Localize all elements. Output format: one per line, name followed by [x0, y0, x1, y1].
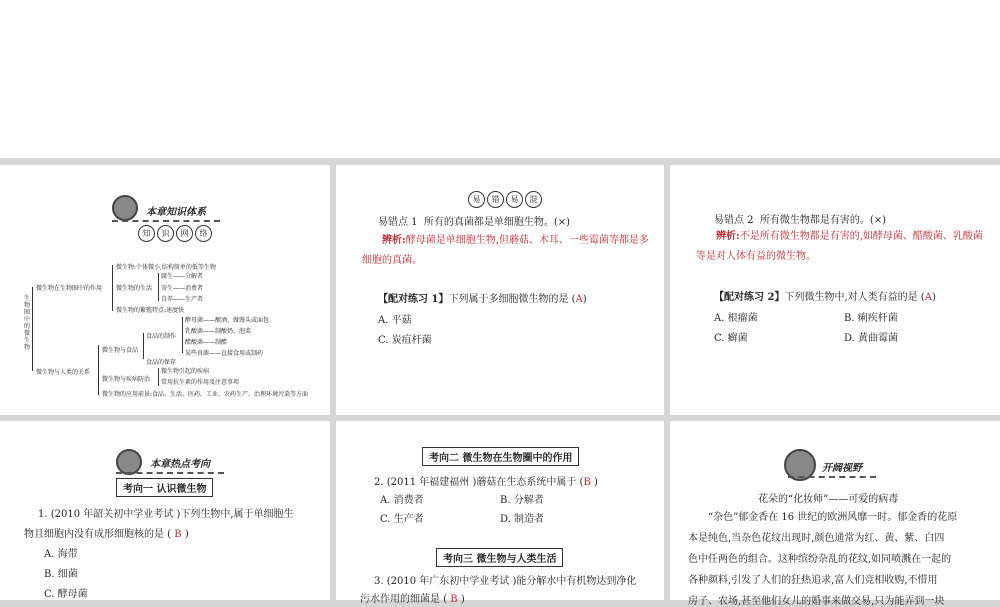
question-text: 污水作用的细菌是 ( [360, 594, 448, 605]
question-source: (2010 年广东初中学业考试 ) [386, 576, 517, 587]
question-source: (2011 年福建福州 ) [386, 477, 477, 488]
question-text: 物且细胞内没有成形细胞核的是 ( [24, 529, 172, 540]
slide-hot-topics[interactable] [0, 421, 330, 600]
option-a[interactable]: A. 消费者 [380, 495, 424, 506]
chip: 识 [157, 225, 174, 242]
question-source: (2010 年韶关初中学业考试 ) [50, 509, 181, 520]
knowledge-network-chips [138, 225, 214, 242]
section-title: 开阔视野 [788, 457, 876, 478]
chip: 络 [195, 225, 212, 242]
article-line: 色中任两色的组合。这种缤纷杂乱的花纹,如同喷溅在一起的 [688, 554, 952, 565]
tree-item: 微生物:个体微小,结构简单的低等生物 [116, 264, 216, 271]
section-title: 本章知识体系 [112, 201, 220, 222]
practice-text: 下列属于多细胞微生物的是 ( [448, 294, 576, 305]
paren-close: ) [593, 477, 598, 488]
tree-root: 生物圈中的微生物 [24, 295, 31, 351]
question-answer: B [450, 594, 458, 605]
paren-close: ) [460, 594, 465, 605]
bracket-line [182, 317, 183, 353]
chip: 混 [525, 191, 542, 208]
tree-item: 醋酸菌——制醋 [185, 339, 228, 346]
article-line: 本是纯色,当杂色花纹出现时,颜色通常为红、黄、紫、白四 [688, 533, 945, 544]
tree-item: 乳酸菌——制酸奶、泡菜 [185, 328, 252, 335]
practice-label: 【配对练习 2】 [714, 292, 785, 303]
tree-label: 腐生 [161, 273, 174, 280]
bracket-line [112, 265, 113, 311]
bracket-line [158, 273, 159, 301]
error-point-label: 易错点 1 [378, 217, 418, 228]
paren-close: ) [184, 529, 189, 540]
option-c[interactable]: C. 生产者 [380, 514, 424, 525]
analysis-text: 酵母菌是单细胞生物,但蘑菇、木耳、一些霉菌等都是多细胞的真菌。 [362, 235, 649, 266]
application-branch: 微生物的应用前景:食品、生活、医药、工业、农药生产、治理环境污染等方面 [102, 391, 309, 398]
question-answer: B [583, 477, 591, 488]
option-c[interactable]: C. 炭疽杆菌 [378, 335, 432, 346]
analysis-label: 辨析: [716, 231, 740, 242]
paren-close: ) [582, 294, 587, 305]
slide-error-point-1[interactable] [336, 165, 664, 415]
option-a[interactable]: A. 根瘤菌 [714, 313, 758, 324]
option-b[interactable]: B. 分解者 [500, 495, 544, 506]
chip: 知 [138, 225, 155, 242]
bracket-line [32, 287, 33, 371]
tree-label: 自养 [161, 296, 174, 303]
slide-broaden-horizon[interactable] [670, 421, 1000, 607]
tree-item: 微生物的繁殖特点:速度快 [116, 307, 185, 314]
tree-item: 生产者 [185, 296, 204, 303]
tree-item: 常用抗生素的作用及注意事项 [161, 379, 240, 386]
tree-item: 某些真菌——直接食用或制药 [185, 350, 264, 357]
tree-item: 酵母菌——酿酒、做馒头或面包 [185, 317, 270, 324]
question-number: 1. [38, 509, 48, 520]
disease-branch: 微生物与疾病防治 [102, 376, 151, 383]
practice-label: 【配对练习 1】 [378, 294, 449, 305]
slide-knowledge-system[interactable]: 本章知识体系 知 识 网 络 生物圈中的微生物 微生物在生物圈中的作用 微生物:个体微小,结构简单的低等生物 微生物的生活 腐生——分解者 寄生——消费者 自养——生产者 微生物的繁殖特点:速度快 微生物与人类的关系 微生物与食品 食品的制作 酵母菌——酿酒、做馒头或面包 乳酸菌——制酸奶、泡菜 醋酸菌——制醋 某些真菌——直接食用或制药 食品的保存 微生物与疾病防治 微生物引起的疾病 常用抗生素的作用及注意事项 微生物的应用前景:食品、生活、医药、工业、农药生产、治理环境污染等方面 [0, 165, 330, 415]
question-number: 2. [374, 477, 384, 488]
error-point-text: 所有的真菌都是单细胞生物。(×) [423, 217, 571, 228]
tree-item: 微生物的生活 [116, 285, 153, 292]
error-point-label: 易错点 2 [714, 215, 754, 226]
error-point-text: 所有微生物都是有害的。(×) [759, 215, 887, 226]
branch-role: 微生物在生物圈中的作用 [36, 285, 103, 292]
article-line: “杂色”郁金香在 16 世纪的欧洲风靡一时。郁金香的花原 [708, 512, 958, 523]
practice-answer: A [924, 292, 932, 303]
tree-item: 消费者 [185, 285, 204, 292]
chip: 易 [506, 191, 523, 208]
question-text: 蘑菇在生态系统中属于 ( [476, 477, 584, 488]
bracket-line [143, 333, 144, 359]
analysis-text: 不是所有微生物都是有害的,如酵母菌、醋酸菌、乳酸菌等是对人体有益的微生物。 [696, 231, 983, 262]
bracket-line [158, 368, 159, 386]
bracket-line [98, 345, 99, 395]
food-branch: 微生物与食品 [102, 347, 139, 354]
chip: 错 [487, 191, 504, 208]
question-number: 3. [374, 576, 384, 587]
question-answer: B [174, 529, 182, 540]
slide-error-point-2[interactable] [670, 165, 1000, 415]
option-a[interactable]: A. 海带 [44, 549, 78, 560]
option-d[interactable]: D. 黄曲霉菌 [844, 333, 899, 344]
chip: 易 [468, 191, 485, 208]
question-text: 下列生物中,属于单细胞生 [180, 509, 294, 520]
tree-item: 分解者 [185, 273, 204, 280]
analysis-label: 辨析: [382, 235, 406, 246]
practice-text: 下列微生物中,对人类有益的是 ( [784, 292, 925, 303]
topic-box: 考向一 认识微生物 [116, 478, 213, 497]
option-c[interactable]: C. 酵母菌 [44, 589, 88, 600]
error-confusion-chips [468, 191, 544, 208]
section-title: 本章热点考向 [116, 453, 224, 474]
option-d[interactable]: D. 制造者 [500, 514, 545, 525]
branch-human: 微生物与人类的关系 [36, 369, 91, 376]
option-b[interactable]: B. 痢疾杆菌 [844, 313, 898, 324]
slide-topics-2-3[interactable] [336, 421, 664, 605]
tree-item: 微生物引起的疾病 [161, 368, 210, 375]
option-a[interactable]: A. 平菇 [378, 315, 412, 326]
food-make: 食品的制作 [146, 333, 177, 340]
practice-answer: A [575, 294, 583, 305]
blank-slide-area [0, 0, 1000, 158]
option-b[interactable]: B. 细菌 [44, 569, 78, 580]
article-title: 花朵的“化妆师”——可爱的病毒 [758, 494, 899, 505]
question-text: 能分解水中有机物达到净化 [516, 576, 637, 587]
article-line: 房子、农场,甚至他们女儿的婚事来做交易,只为能弄到一块 [688, 596, 945, 607]
tree-label: 寄生 [161, 285, 174, 292]
chip: 网 [176, 225, 193, 242]
topic-box: 考向二 微生物在生物圈中的作用 [422, 447, 579, 466]
food-keep: 食品的保存 [146, 359, 177, 366]
option-c[interactable]: C. 癣菌 [714, 333, 748, 344]
topic-box: 考向三 微生物与人类生活 [436, 548, 563, 567]
article-line: 各种颜料,引发了人们的狂热追求,富人们竞相收购,不惜用 [688, 575, 938, 586]
paren-close: ) [931, 292, 936, 303]
